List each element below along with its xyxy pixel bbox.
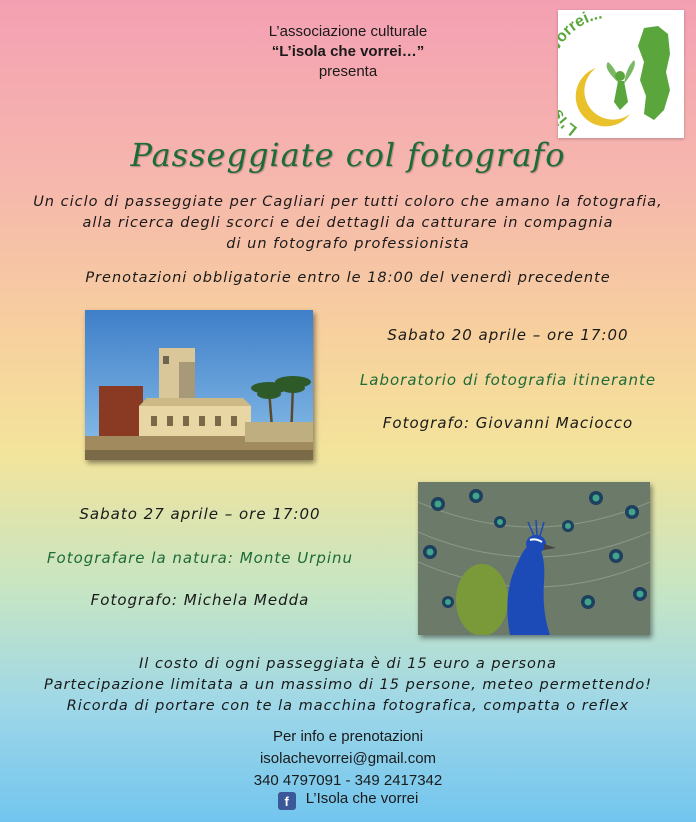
event-topic: Fotografare la natura: Monte Urpinu [46, 549, 354, 567]
description-line: di un fotografo professionista [226, 236, 470, 252]
facebook-page-name[interactable]: L’Isola che vorrei [305, 790, 419, 807]
contact-email[interactable]: isolachevorrei@gmail.com [259, 750, 437, 767]
association-label: L’associazione culturale [268, 23, 428, 40]
event-date: Sabato 20 aprile – ore 17:00 [387, 326, 629, 344]
contact-phones: 340 4797091 - 349 2417342 [253, 772, 443, 789]
description-line: alla ricerca degli scorci e dei dettagli da catturare in compagnia [82, 215, 614, 231]
logo-text: L' rrei... [558, 10, 604, 138]
event-photographer: Fotografo: Michela Medda [90, 591, 310, 609]
event-photographer: Fotografo: Giovanni Maciocco [382, 414, 634, 432]
description [0, 192, 696, 255]
contact-heading: Per info e prenotazioni [272, 728, 424, 745]
description-line: Un ciclo di passeggiate per Cagliari per tutti coloro che amano la fotografia, [33, 194, 663, 210]
association-name: “L’isola che vorrei…” [271, 43, 425, 60]
info-line: Il costo di ogni passeggiata è di 15 euro a persona [139, 656, 557, 672]
facebook-icon: f [278, 792, 296, 810]
event-date: Sabato 27 aprile – ore 17:00 [79, 505, 321, 523]
facebook-row[interactable] [0, 790, 696, 810]
info-block [0, 654, 696, 717]
event-topic: Laboratorio di fotografia itinerante [359, 371, 657, 389]
booking-note: Prenotazioni obbligatorie entro le 18:00 del venerdì precedente [85, 270, 611, 286]
tower-photo [85, 310, 313, 460]
page-title: Passeggiate col fotografo [130, 136, 566, 174]
info-line: Partecipazione limitata a un massimo di 15 persone, meteo permettendo! [43, 677, 653, 693]
peacock-photo [418, 482, 650, 635]
contact-block [0, 726, 696, 792]
association-logo [558, 10, 684, 138]
info-line: Ricorda di portare con te la macchina fotografica, compatta o reflex [66, 698, 630, 714]
presents-label: presenta [318, 63, 378, 80]
